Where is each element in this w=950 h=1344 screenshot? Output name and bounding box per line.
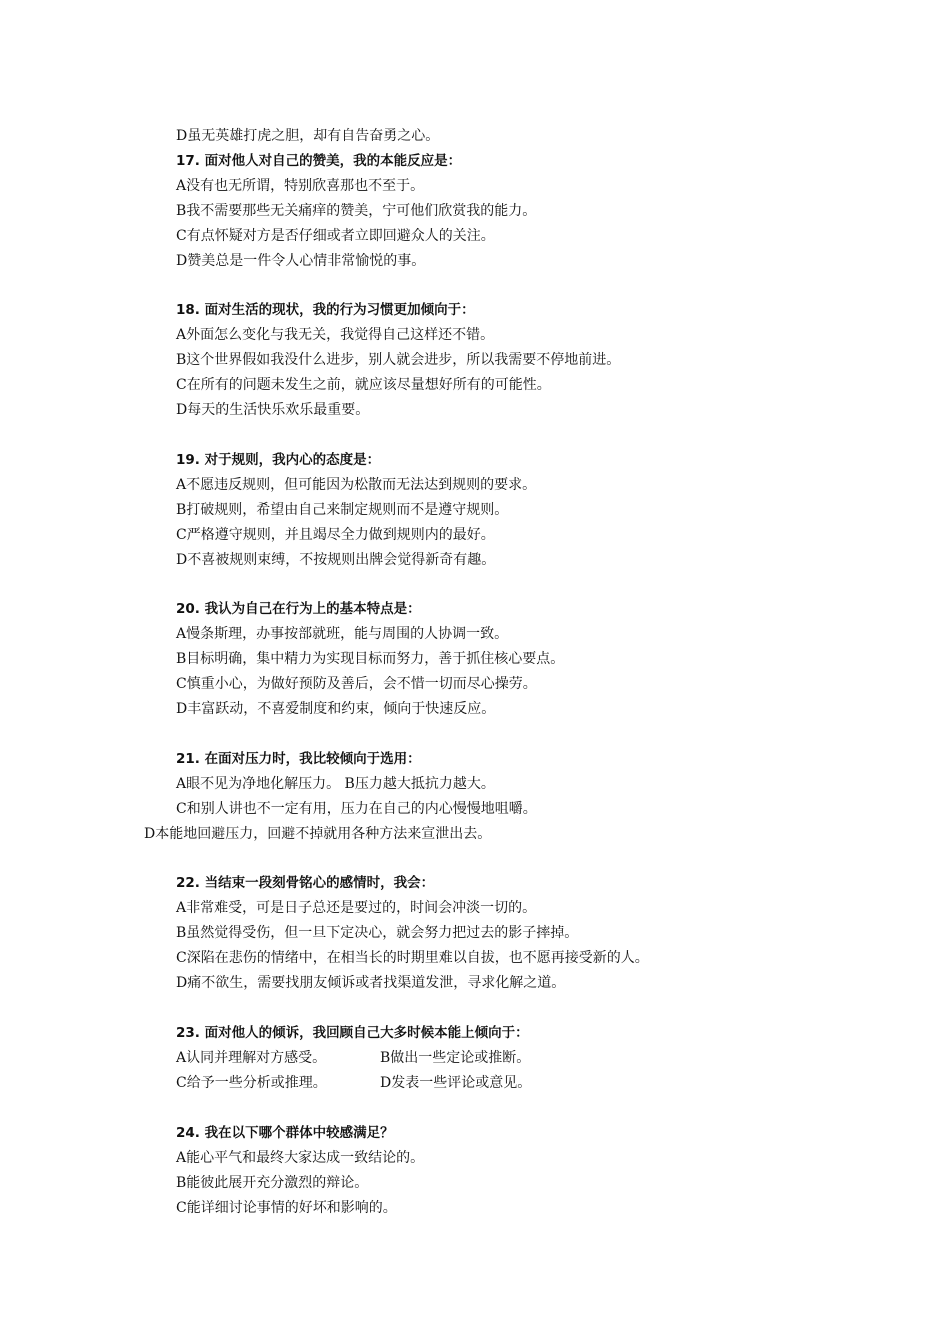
- q19-option-b: B打破规则，希望由自己来制定规则而不是遵守规则。: [176, 502, 509, 518]
- q18-option-c: C在所有的问题未发生之前，就应该尽量想好所有的可能性。: [176, 377, 551, 393]
- q17-title: 17. 面对他人对自己的赞美，我的本能反应是：: [176, 153, 462, 169]
- q21-option-c: C和别人讲也不一定有用，压力在自己的内心慢慢地咀嚼。: [176, 801, 537, 817]
- q24-option-a: A能心平气和最终大家达成一致结论的。: [176, 1150, 425, 1166]
- q24-title: 24. 我在以下哪个群体中较感满足？: [176, 1125, 394, 1141]
- q23-title: 23. 面对他人的倾诉，我回顾自己大多时候本能上倾向于：: [176, 1025, 529, 1041]
- q20-option-a: A慢条斯理，办事按部就班，能与周围的人协调一致。: [176, 626, 509, 642]
- q17-option-d: D赞美总是一件令人心情非常愉悦的事。: [176, 253, 426, 269]
- q18-option-a: A外面怎么变化与我无关，我觉得自己这样还不错。: [176, 327, 495, 343]
- q20-title: 20. 我认为自己在行为上的基本特点是：: [176, 601, 421, 617]
- q22-option-a: A非常难受，可是日子总还是要过的，时间会冲淡一切的。: [176, 900, 537, 916]
- q20-option-c: C慎重小心，为做好预防及善后，会不惜一切而尽心操劳。: [176, 676, 537, 692]
- q22-option-b: B虽然觉得受伤，但一旦下定决心，就会努力把过去的影子摔掉。: [176, 925, 579, 941]
- q24-option-c: C能详细讨论事情的好坏和影响的。: [176, 1200, 397, 1216]
- q18-option-d: D每天的生活快乐欢乐最重要。: [176, 402, 370, 418]
- q20-option-d: D丰富跃动，不喜爱制度和约束，倾向于快速反应。: [176, 701, 496, 717]
- q23-row-2: [176, 1074, 532, 1092]
- q17-option-c: C有点怀疑对方是否仔细或者立即回避众人的关注。: [176, 228, 495, 244]
- q23-option-d: D发表一些评论或意见。: [380, 1075, 532, 1091]
- q24-option-b: B能彼此展开充分激烈的辩论。: [176, 1175, 369, 1191]
- q21-title: 21. 在面对压力时，我比较倾向于选用：: [176, 751, 421, 767]
- q16-option-d: D虽无英雄打虎之胆，却有自告奋勇之心。: [176, 128, 440, 144]
- q18-option-b: B这个世界假如我没什么进步，别人就会进步，所以我需要不停地前进。: [176, 352, 621, 368]
- q17-option-a: A没有也无所谓，特别欣喜那也不至于。: [176, 178, 425, 194]
- q23-option-b: B做出一些定论或推断。: [380, 1050, 531, 1066]
- q23-option-a: A认同并理解对方感受。: [176, 1050, 327, 1066]
- q22-title: 22. 当结束一段刻骨铭心的感情时，我会：: [176, 875, 435, 891]
- q19-option-d: D不喜被规则束缚，不按规则出牌会觉得新奇有趣。: [176, 552, 496, 568]
- q23-option-c: C给予一些分析或推理。: [176, 1075, 327, 1091]
- q22-option-c: C深陷在悲伤的情绪中，在相当长的时期里难以自拔，也不愿再接受新的人。: [176, 950, 649, 966]
- q19-option-c: C严格遵守规则，并且竭尽全力做到规则内的最好。: [176, 527, 495, 543]
- q18-title: 18. 面对生活的现状，我的行为习惯更加倾向于：: [176, 302, 475, 318]
- q19-title: 19. 对于规则，我内心的态度是：: [176, 452, 381, 468]
- q19-option-a: A不愿违反规则，但可能因为松散而无法达到规则的要求。: [176, 477, 537, 493]
- q20-option-b: B目标明确，集中精力为实现目标而努力，善于抓住核心要点。: [176, 651, 565, 667]
- q21-option-ab: A眼不见为净地化解压力。 B压力越大抵抗力越大。: [176, 776, 495, 792]
- q22-option-d: D痛不欲生，需要找朋友倾诉或者找渠道发泄，寻求化解之道。: [176, 975, 566, 991]
- q21-option-d: D本能地回避压力，回避不掉就用各种方法来宣泄出去。: [144, 826, 492, 842]
- q23-row-1: [176, 1049, 531, 1067]
- q17-option-b: B我不需要那些无关痛痒的赞美，宁可他们欣赏我的能力。: [176, 203, 537, 219]
